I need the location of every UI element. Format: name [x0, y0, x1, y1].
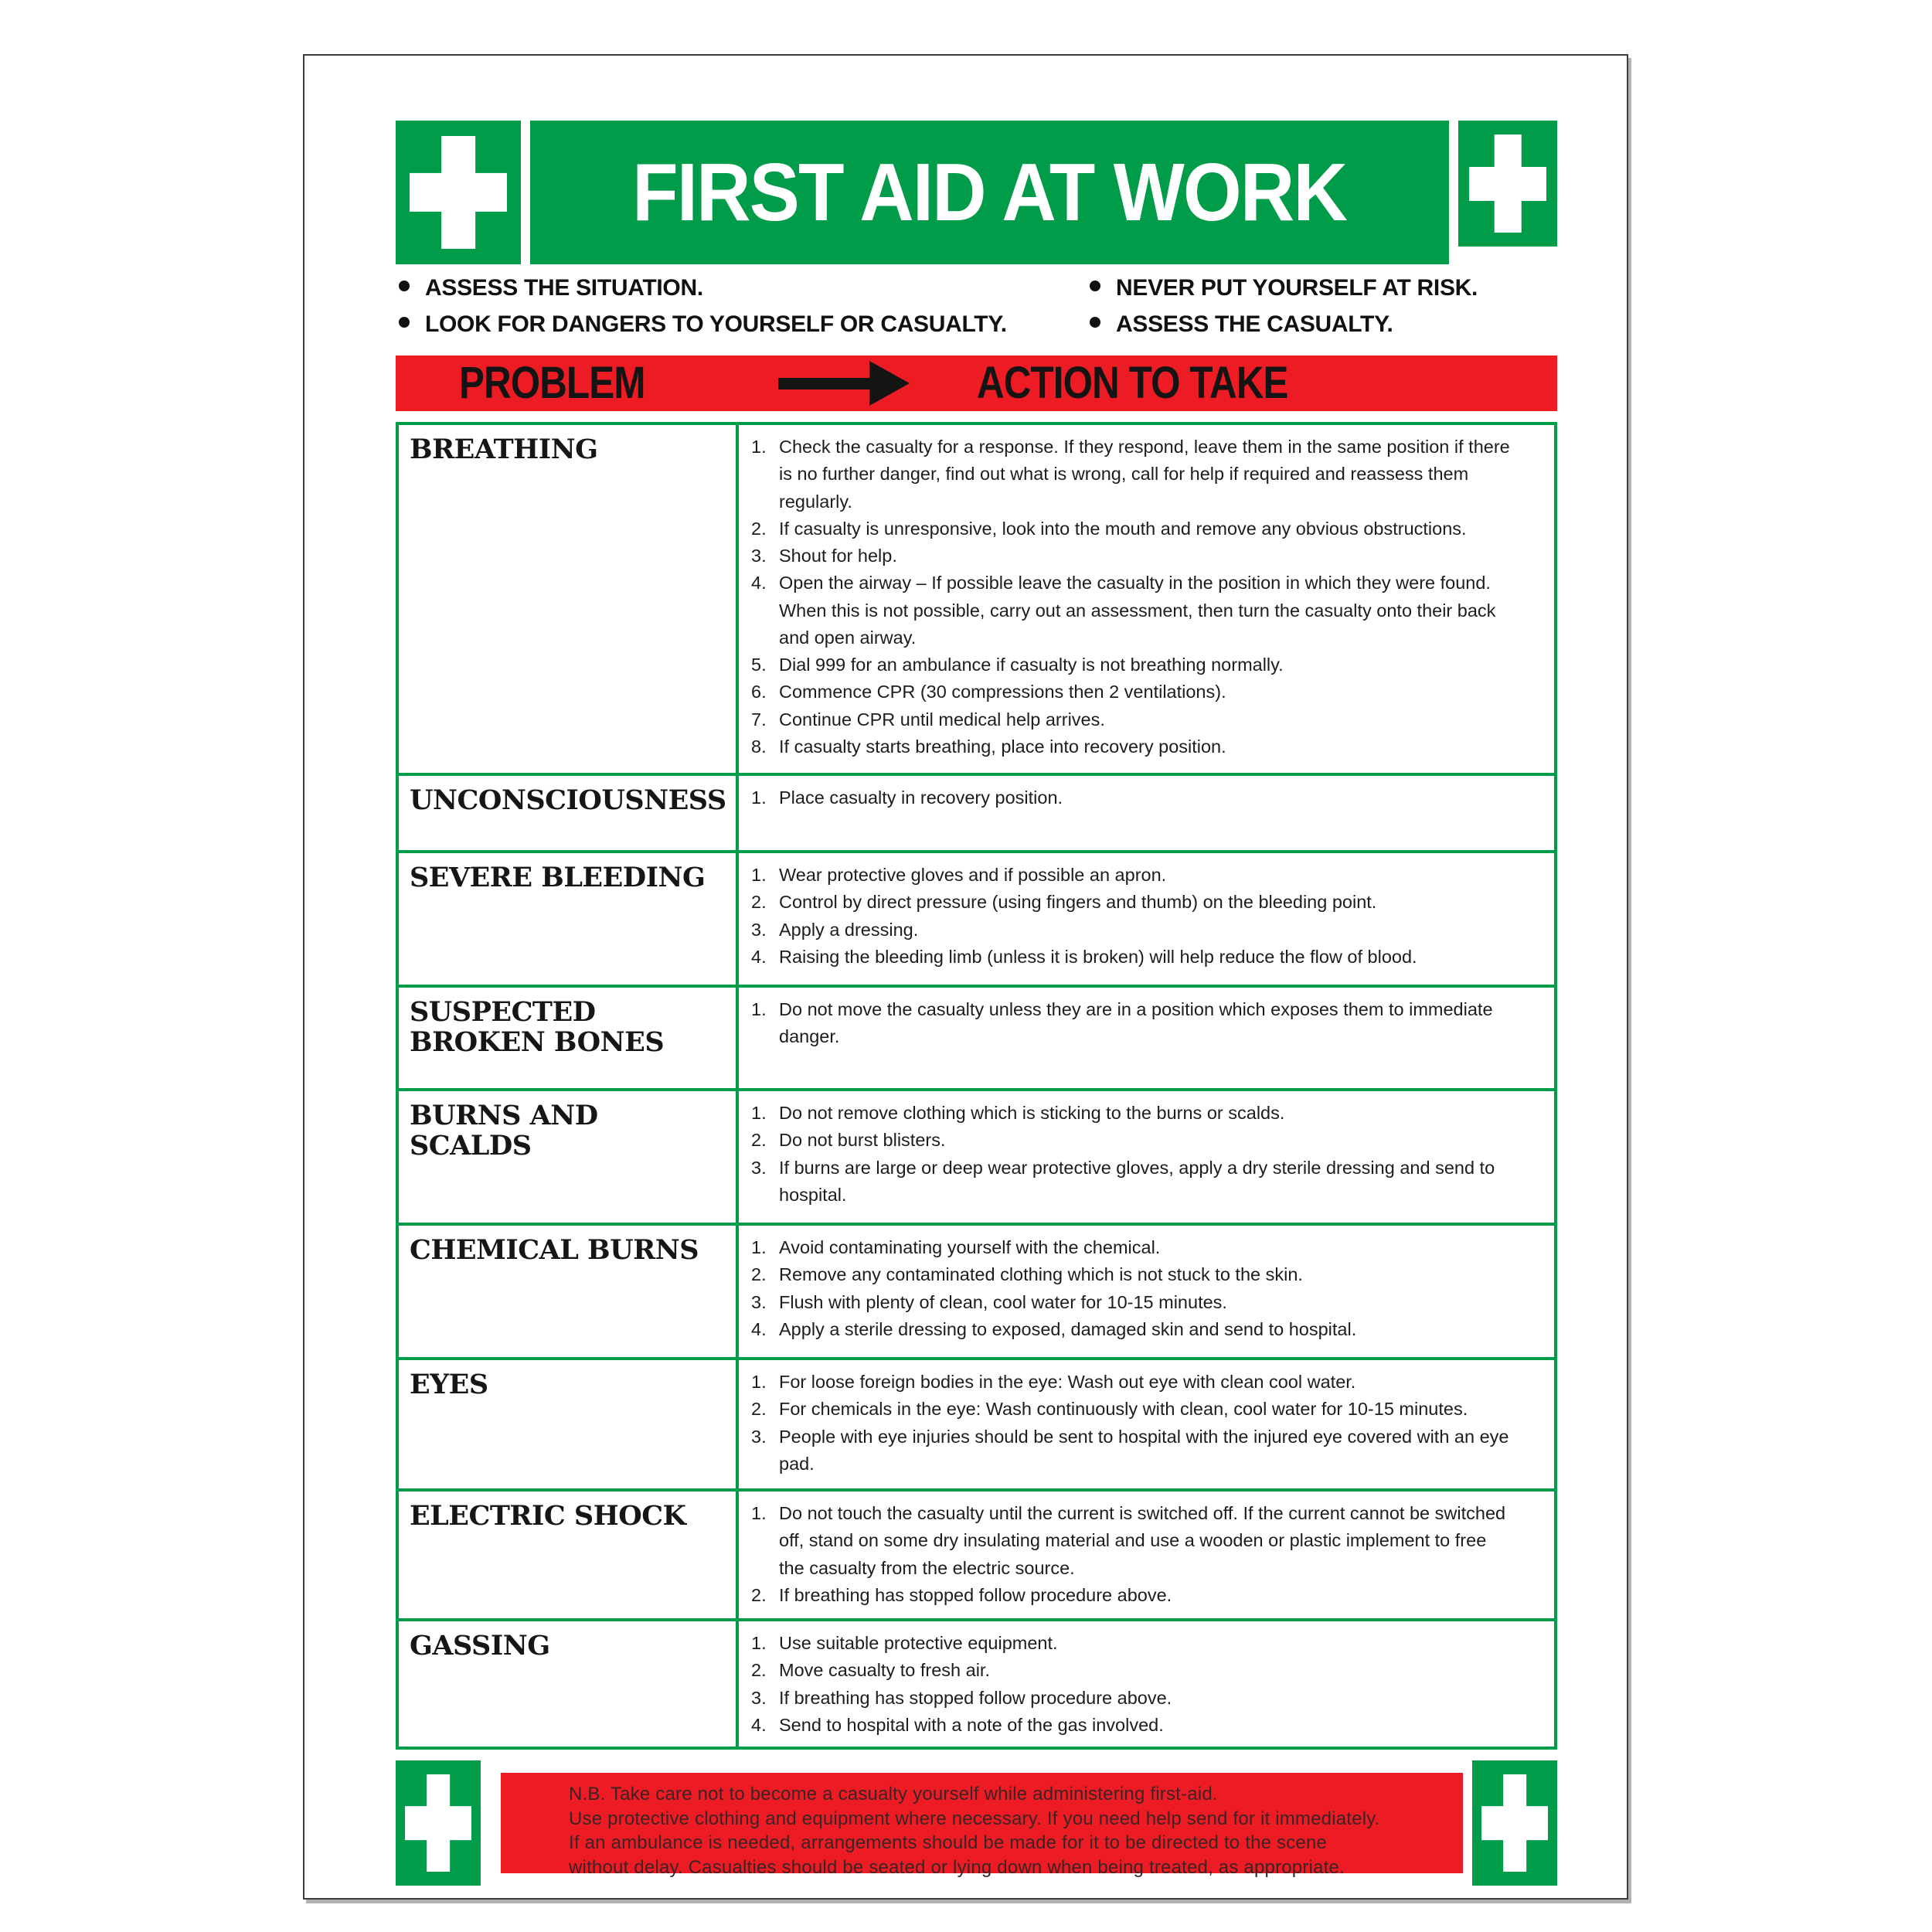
action-text: Raising the bleeding limb (unless it is broken) will help reduce the flow of blood. [779, 946, 1417, 967]
problem-label: ELECTRIC SHOCK [399, 1492, 739, 1618]
table-row [399, 1618, 1554, 1747]
first-aid-cross-icon [1472, 1760, 1557, 1886]
action-text: Avoid contaminating yourself with the chemical. [779, 1237, 1161, 1257]
action-item [751, 651, 1512, 679]
table-row [399, 773, 1554, 850]
arrow-bar [778, 378, 869, 389]
action-item [751, 1127, 1512, 1154]
action-number: 2. [751, 1130, 767, 1151]
action-number: 5. [751, 655, 767, 675]
action-item [751, 944, 1512, 971]
action-number: 1. [751, 1503, 767, 1523]
action-number: 1. [751, 999, 767, 1019]
action-number: 1. [751, 865, 767, 885]
action-number: 1. [751, 1103, 767, 1123]
action-text: Open the airway – If possible leave the casualty in the position in which they were found. When this is not possible, carry out an assessment, then turn the casualty onto their back and open airway. [779, 573, 1496, 648]
action-text: Dial 999 for an ambulance if casualty is not breathing normally. [779, 655, 1284, 675]
safety-bullet: ASSESS THE CASUALTY. [1088, 311, 1478, 337]
action-item [751, 1155, 1512, 1209]
footer-note [501, 1773, 1463, 1879]
action-list [739, 776, 1554, 850]
action-item [751, 1100, 1512, 1127]
footer-note-line: If an ambulance is needed, arrangements should be made for it to be directed to the scene [569, 1832, 1328, 1854]
title-band [530, 121, 1449, 264]
table-row [399, 850, 1554, 985]
footer-note-line: N.B. Take care not to become a casualty yourself while administering first-aid. [569, 1784, 1218, 1804]
action-text: Flush with plenty of clean, cool water for 10-15 minutes. [779, 1291, 1227, 1312]
action-number: 3. [751, 1687, 767, 1708]
action-item [751, 917, 1512, 944]
action-text: People with eye injuries should be sent to hospital with the injured eye covered with an eye pad. [779, 1426, 1509, 1474]
action-text: Do not touch the casualty until the current is switched off. If the current cannot be switched off, stand on some dry insulating material and use a wooden or plastic implement to free the casualty from the electric source. [779, 1503, 1506, 1578]
action-item [751, 515, 1512, 543]
arrow-head [869, 361, 910, 406]
action-number: 3. [751, 1291, 767, 1312]
action-text: If breathing has stopped follow procedure above. [779, 1687, 1172, 1708]
action-item [751, 1500, 1512, 1582]
table-row [399, 1488, 1554, 1618]
action-number: 6. [751, 682, 767, 702]
action-text: Move casualty to fresh air. [779, 1660, 990, 1681]
arrow-right-icon [778, 361, 910, 406]
action-number: 2. [751, 1264, 767, 1285]
banner-action-label: ACTION TO TAKE [977, 358, 1288, 408]
action-text: Shout for help. [779, 546, 897, 566]
action-number: 3. [751, 919, 767, 940]
problem-label: BURNS AND SCALDS [399, 1091, 739, 1223]
problem-label: GASSING [399, 1621, 739, 1747]
action-text: Check the casualty for a response. If they respond, leave them in the same position if there is no further danger, find out what is wrong, call for help if required and reassess them regularly. [779, 437, 1510, 512]
action-text: Continue CPR until medical help arrives. [779, 709, 1105, 730]
poster-content [304, 56, 1627, 1898]
action-text: Do not remove clothing which is sticking to the burns or scalds. [779, 1103, 1285, 1123]
problem-label: CHEMICAL BURNS [399, 1226, 739, 1357]
action-list [739, 1226, 1554, 1357]
bullet-list-left [397, 275, 1007, 348]
action-list [739, 1492, 1554, 1618]
action-number: 2. [751, 1399, 767, 1420]
action-number: 1. [751, 437, 767, 457]
action-item [751, 1316, 1512, 1343]
action-number: 4. [751, 1714, 767, 1735]
action-number: 2. [751, 1584, 767, 1605]
action-number: 4. [751, 946, 767, 967]
table-row [399, 985, 1554, 1088]
footer-note-line: Use protective clothing and equipment where necessary. If you need help send for it immediately. [569, 1808, 1380, 1829]
action-list [739, 1091, 1554, 1223]
action-number: 7. [751, 709, 767, 730]
action-text: Control by direct pressure (using fingers and thumb) on the bleeding point. [779, 892, 1377, 913]
action-number: 3. [751, 1426, 767, 1447]
problem-label: SEVERE BLEEDING [399, 853, 739, 985]
action-item [751, 434, 1512, 515]
action-list [739, 1360, 1554, 1488]
table-row [399, 425, 1554, 773]
action-item [751, 1712, 1512, 1739]
action-number: 1. [751, 1237, 767, 1257]
safety-bullet: LOOK FOR DANGERS TO YOURSELF OR CASUALTY. [397, 311, 1007, 337]
action-number: 1. [751, 787, 767, 808]
action-list [739, 988, 1554, 1088]
action-item [751, 706, 1512, 733]
action-text: If casualty is unresponsive, look into the mouth and remove any obvious obstructions. [779, 518, 1467, 539]
action-item [751, 1630, 1512, 1657]
action-item [751, 1396, 1512, 1423]
safety-bullet: ASSESS THE SITUATION. [397, 275, 1007, 301]
first-aid-cross-icon [1458, 121, 1557, 247]
action-item [751, 1423, 1512, 1478]
action-item [751, 784, 1512, 811]
table-row [399, 1088, 1554, 1223]
action-number: 4. [751, 573, 767, 594]
problem-label: SUSPECTED BROKEN BONES [399, 988, 739, 1088]
action-text: Apply a dressing. [779, 919, 919, 940]
action-item [751, 1657, 1512, 1684]
safety-bullet: NEVER PUT YOURSELF AT RISK. [1088, 275, 1478, 301]
action-text: If casualty starts breathing, place into recovery position. [779, 736, 1226, 757]
problem-label: UNCONSCIOUSNESS [399, 776, 739, 850]
action-number: 4. [751, 1318, 767, 1339]
poster-title: FIRST AID AT WORK [632, 147, 1347, 238]
action-list [739, 853, 1554, 985]
action-text: If burns are large or deep wear protective gloves, apply a dry sterile dressing and send to hospital. [779, 1157, 1495, 1205]
action-item [751, 1582, 1512, 1609]
first-aid-cross-icon [396, 121, 521, 264]
action-item [751, 1234, 1512, 1261]
action-text: For chemicals in the eye: Wash continuously with clean, cool water for 10-15 minutes. [779, 1399, 1468, 1420]
table-row [399, 1223, 1554, 1357]
action-item [751, 1685, 1512, 1712]
action-number: 1. [751, 1372, 767, 1392]
action-item [751, 1289, 1512, 1316]
action-list [739, 425, 1554, 773]
action-text: Wear protective gloves and if possible an apron. [779, 865, 1167, 885]
action-number: 2. [751, 892, 767, 913]
action-number: 3. [751, 1157, 767, 1178]
action-item [751, 733, 1512, 760]
action-number: 2. [751, 1660, 767, 1681]
action-text: Apply a sterile dressing to exposed, damaged skin and send to hospital. [779, 1318, 1357, 1339]
action-text: Commence CPR (30 compressions then 2 ventilations). [779, 682, 1226, 702]
action-item [751, 1261, 1512, 1288]
masthead [396, 121, 1557, 264]
action-text: Do not burst blisters. [779, 1130, 946, 1151]
problem-action-table [396, 422, 1557, 1750]
action-item [751, 1369, 1512, 1396]
action-number: 3. [751, 546, 767, 566]
action-text: Send to hospital with a note of the gas involved. [779, 1714, 1164, 1735]
action-text: Place casualty in recovery position. [779, 787, 1063, 808]
first-aid-poster [303, 54, 1628, 1900]
action-text: Do not move the casualty unless they are in a position which exposes them to immediate danger. [779, 999, 1493, 1047]
action-item [751, 570, 1512, 651]
action-list [739, 1621, 1554, 1747]
action-number: 1. [751, 1633, 767, 1653]
bullet-list-right [1088, 275, 1478, 348]
banner-problem-label: PROBLEM [459, 358, 645, 408]
problem-action-banner [396, 355, 1557, 411]
problem-label: BREATHING [399, 425, 739, 773]
action-text: Use suitable protective equipment. [779, 1633, 1058, 1653]
action-number: 8. [751, 736, 767, 757]
footer-note-line: without delay. Casualties should be seated or lying down when being treated, as appropriate. [569, 1857, 1345, 1879]
action-item [751, 889, 1512, 916]
action-item [751, 679, 1512, 706]
action-item [751, 862, 1512, 889]
first-aid-cross-icon [396, 1760, 481, 1886]
action-item [751, 543, 1512, 570]
action-text: For loose foreign bodies in the eye: Wash out eye with clean cool water. [779, 1372, 1356, 1392]
action-number: 2. [751, 518, 767, 539]
action-text: If breathing has stopped follow procedure above. [779, 1584, 1172, 1605]
table-row [399, 1357, 1554, 1488]
action-text: Remove any contaminated clothing which is not stuck to the skin. [779, 1264, 1303, 1285]
footer [396, 1760, 1557, 1886]
problem-label: EYES [399, 1360, 739, 1488]
action-item [751, 996, 1512, 1051]
safety-advice-bullets [396, 275, 1557, 349]
